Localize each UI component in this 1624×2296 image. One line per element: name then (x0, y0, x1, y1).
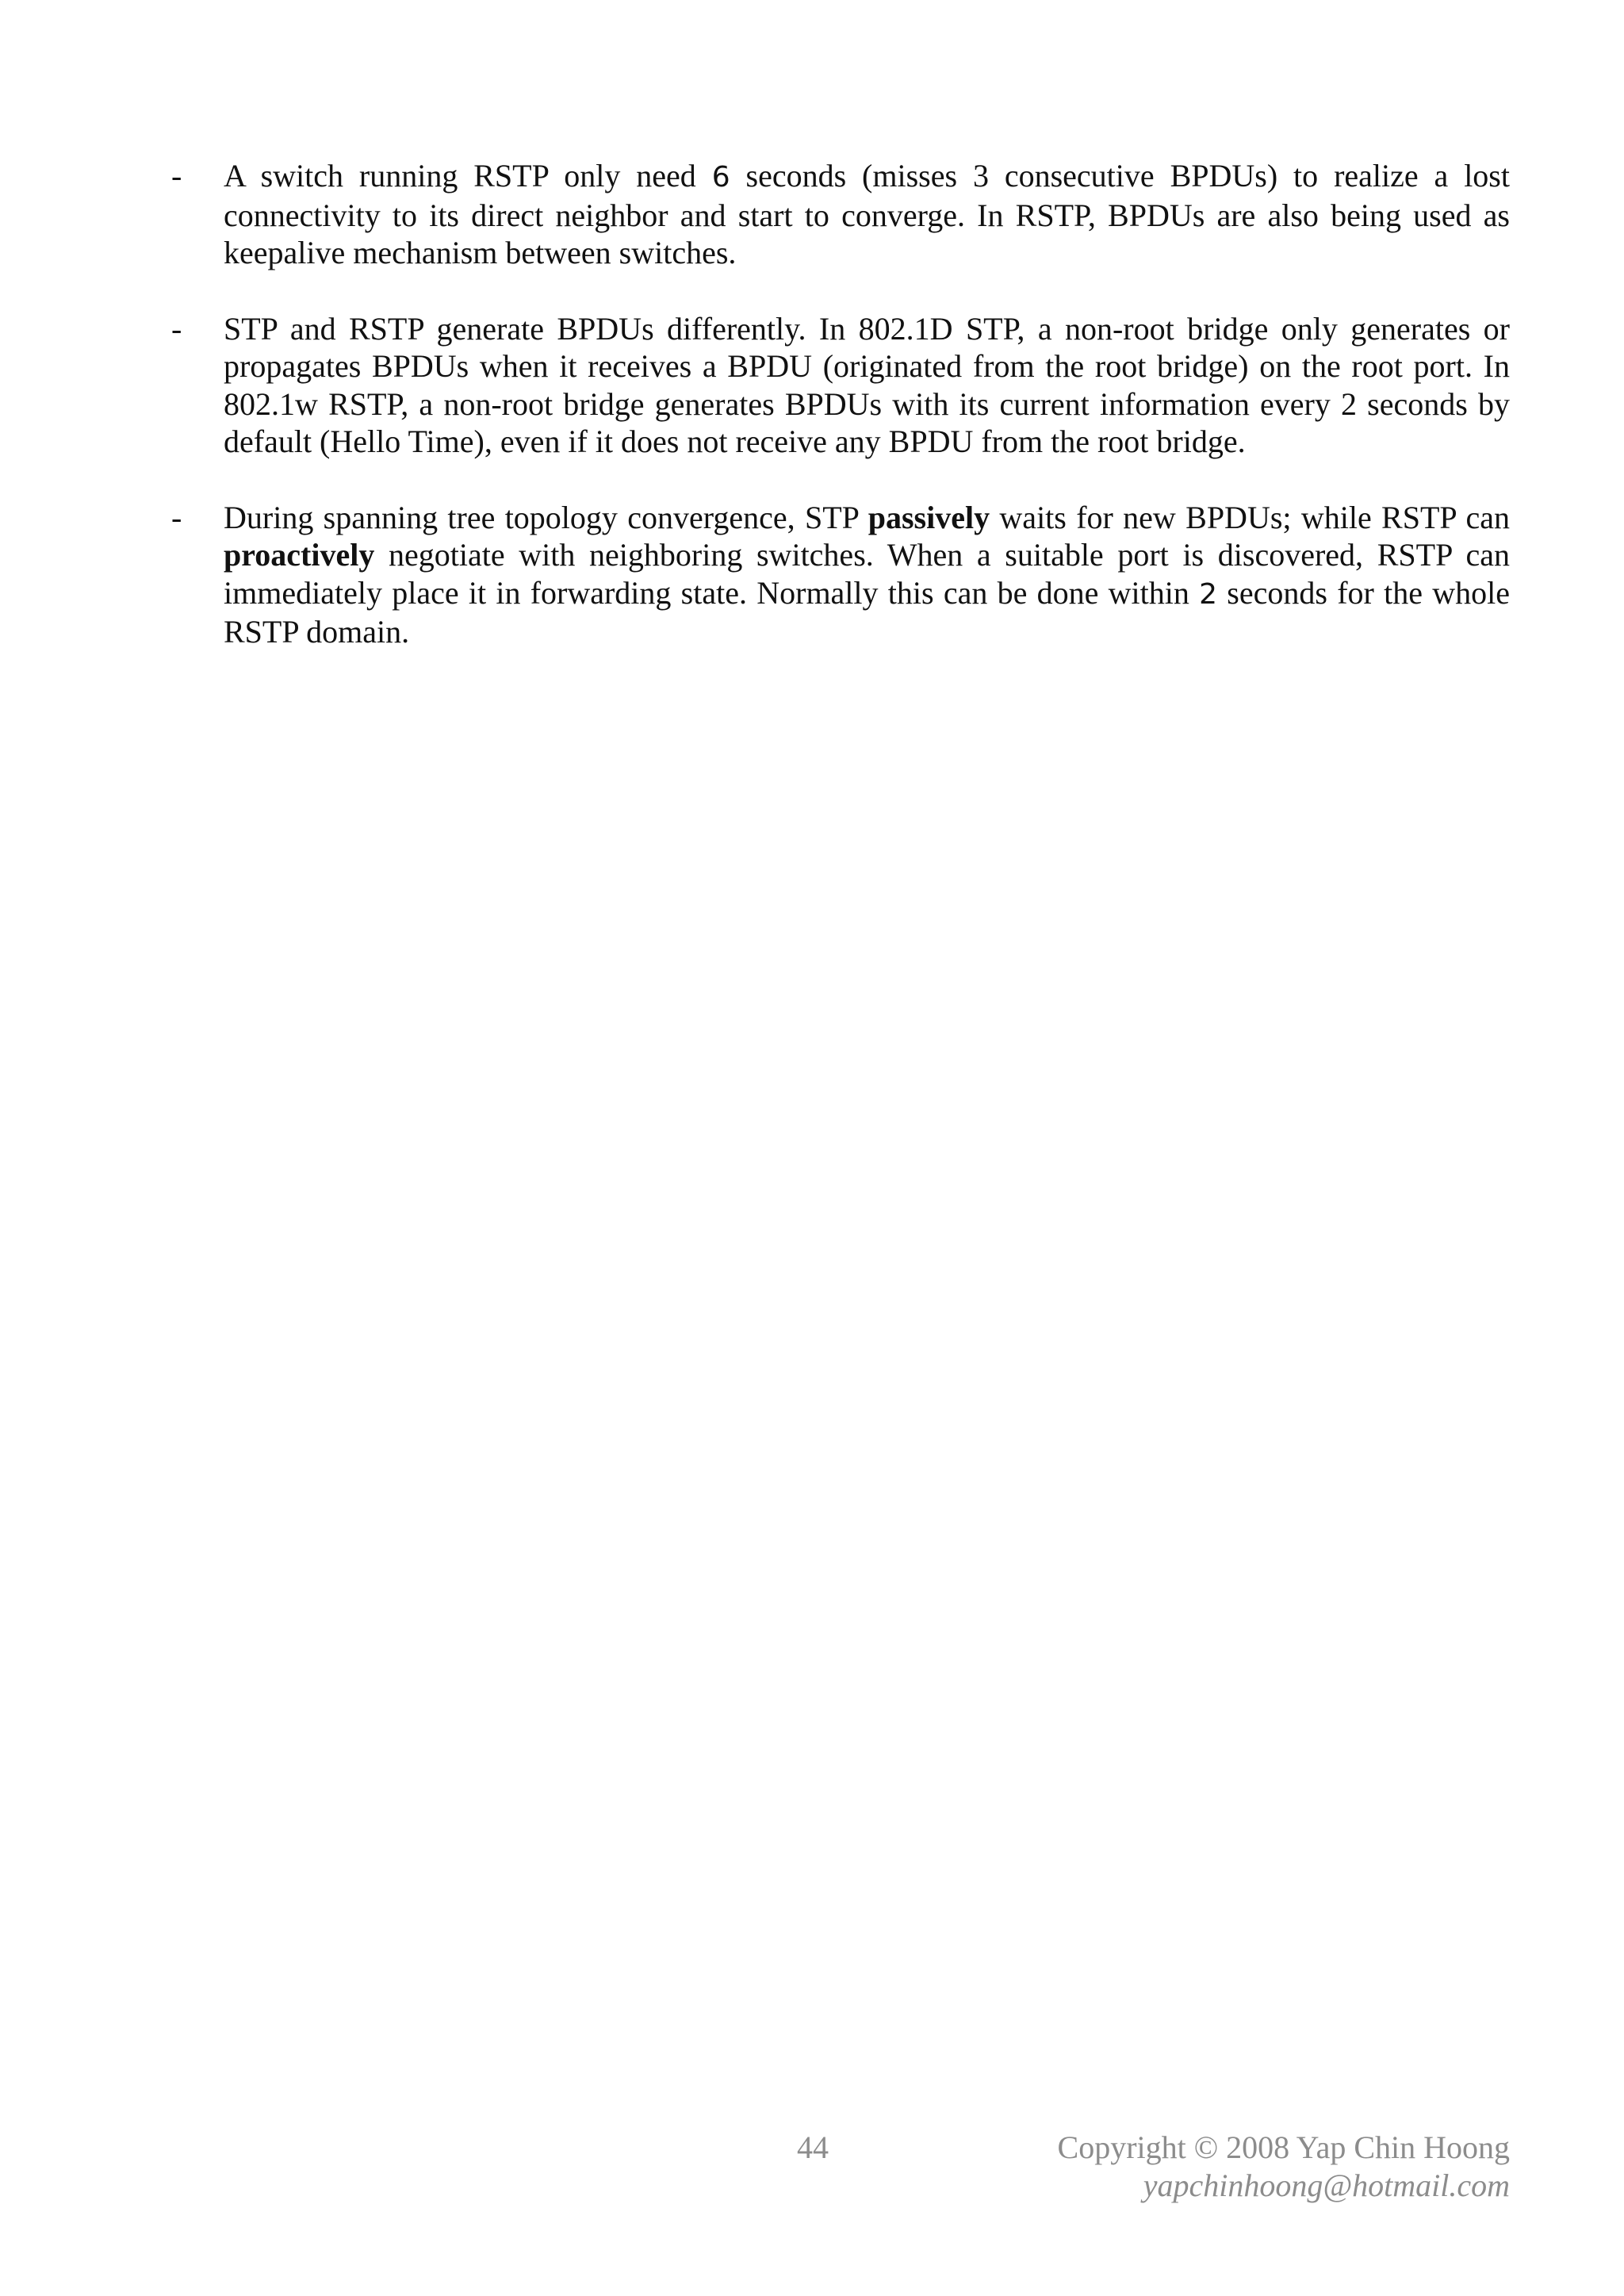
bullet-text-segment: seconds for the whole RSTP domain. (224, 574, 1510, 650)
bullet-text-segment: STP and RSTP generate BPDUs differently. In 802.1D STP, a non-root bridge only generates or propagates BPDUs when it receives a BPDU (originated from the root bridge) on the root port. In 802.1w RSTP, a non-root bridge generates BPDUs with its current information every 2 seconds by default (Hello Time), even if it does not receive any BPDU from the root bridge. (224, 310, 1510, 459)
bold-term-proactively: proactively (224, 537, 375, 573)
author-email: yapchinhoong@hotmail.com (1143, 2168, 1510, 2203)
copyright-line: Copyright © 2008 Yap Chin Hoong (1057, 2129, 1510, 2165)
bullet-dash: - (171, 158, 182, 194)
bullet-item-1 (171, 157, 1510, 272)
page-number: 44 (797, 2129, 829, 2165)
bullet-text-segment: A switch running RSTP only need (224, 158, 712, 194)
bullet-text-segment: During spanning tree topology convergence, STP (224, 499, 868, 535)
bullet-item-3 (171, 499, 1510, 651)
bullet-list (171, 157, 1510, 689)
bullet-text-segment: seconds (misses 3 consecutive BPDUs) to realize a lost connectivity to its direct neighbor and start to converge. In RSTP, BPDUs are also being used as keepalive mechanism between switches. (224, 158, 1510, 270)
bullet-number: 2 (1199, 577, 1218, 611)
bullet-text-segment: negotiate with neighboring switches. When a suitable port is discovered, RSTP can immediately place it in forwarding state. Normally this can be done within (224, 537, 1510, 611)
bullet-number: 6 (711, 161, 730, 194)
footer-credits (1058, 2129, 1510, 2205)
bullet-dash: - (171, 310, 182, 347)
bullet-dash: - (171, 499, 182, 535)
bold-term-passively: passively (868, 499, 990, 535)
bullet-item-2 (171, 310, 1510, 461)
bullet-text-segment: waits for new BPDUs; while RSTP can (990, 499, 1511, 535)
